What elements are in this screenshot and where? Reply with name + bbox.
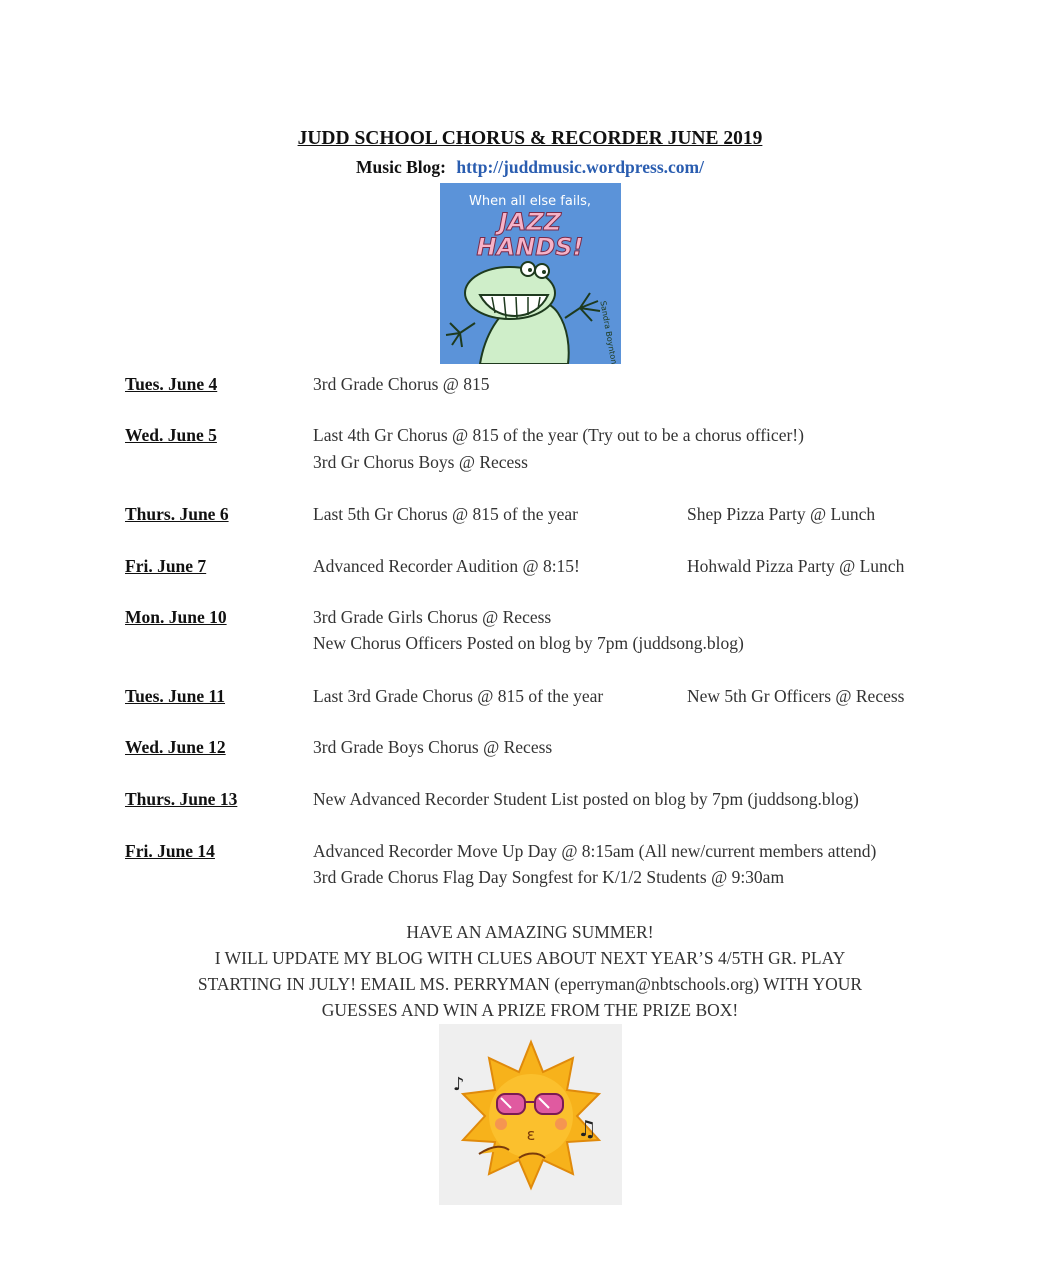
event-text: New Chorus Officers Posted on blog by 7pm (juddsong.blog) [313,633,744,653]
date-label: Tues. June 11 [125,686,226,706]
closing-line: I WILL UPDATE MY BLOG WITH CLUES ABOUT NEXT YEAR’S 4/5TH GR. PLAY [214,948,846,968]
date-label: Fri. June 7 [125,556,207,576]
date-label: Thurs. June 6 [125,504,229,524]
music-notes-icon: ♫ [577,1117,597,1142]
date-label: Tues. June 4 [125,374,218,394]
date-label: Wed. June 12 [125,737,226,757]
event-text: 3rd Grade Chorus Flag Day Songfest for K/1/2 Students @ 9:30am [313,867,785,887]
event-text: Advanced Recorder Move Up Day @ 8:15am (All new/current members attend) [313,841,877,861]
jazz-signature: Sandra Boynton [598,300,619,364]
event-text: Last 3rd Grade Chorus @ 815 of the year [313,686,604,706]
page-title: JUDD SCHOOL CHORUS & RECORDER JUNE 2019 [297,128,763,149]
sun-illustration [439,1024,622,1205]
jazz-caption-line3: HANDS! [476,233,584,261]
jazz-hands-illustration [440,183,621,364]
event-text: Advanced Recorder Audition @ 8:15! [313,556,580,576]
sunglasses-right-lens [535,1094,563,1114]
event-extra-text: Hohwald Pizza Party @ Lunch [687,556,905,576]
event-text: New Advanced Recorder Student List posted on blog by 7pm (juddsong.blog) [313,789,859,809]
date-label: Wed. June 5 [125,425,217,445]
closing-line: STARTING IN JULY! EMAIL MS. PERRYMAN (eperryman@nbtschools.org) WITH YOUR [197,974,863,994]
closing-line: GUESSES AND WIN A PRIZE FROM THE PRIZE BOX! [321,1000,739,1020]
sun-svg [439,1024,622,1205]
blog-link[interactable]: http://juddmusic.wordpress.com/ [456,157,704,177]
music-note-icon: ♪ [453,1074,465,1095]
event-text: 3rd Grade Boys Chorus @ Recess [313,737,553,757]
jazz-hands-svg [440,183,621,364]
svg-text:ε: ε [526,1125,536,1144]
jazz-caption-line2: JAZZ [498,208,562,236]
blog-label: Music Blog: [356,157,446,177]
event-extra-text: New 5th Gr Officers @ Recess [687,686,905,706]
event-text: 3rd Gr Chorus Boys @ Recess [313,452,528,472]
sun-face [489,1074,573,1158]
event-text: Last 4th Gr Chorus @ 815 of the year (Try out to be a chorus officer!) [313,425,804,445]
closing-line: HAVE AN AMAZING SUMMER! [406,922,654,942]
dino-eye-right [535,264,549,278]
jazz-caption-line1: When all else fails, [469,194,591,209]
blog-line [0,157,1060,178]
event-text: Last 5th Gr Chorus @ 815 of the year [313,504,578,524]
date-label: Mon. June 10 [125,607,227,627]
date-label: Thurs. June 13 [125,789,238,809]
date-label: Fri. June 14 [125,841,215,861]
event-extra-text: Shep Pizza Party @ Lunch [687,504,876,524]
event-text: 3rd Grade Chorus @ 815 [313,374,490,394]
event-text: 3rd Grade Girls Chorus @ Recess [313,607,552,627]
closing-message [130,919,930,1023]
dino-eye-left [521,262,535,276]
sunglasses-left-lens [497,1094,525,1114]
